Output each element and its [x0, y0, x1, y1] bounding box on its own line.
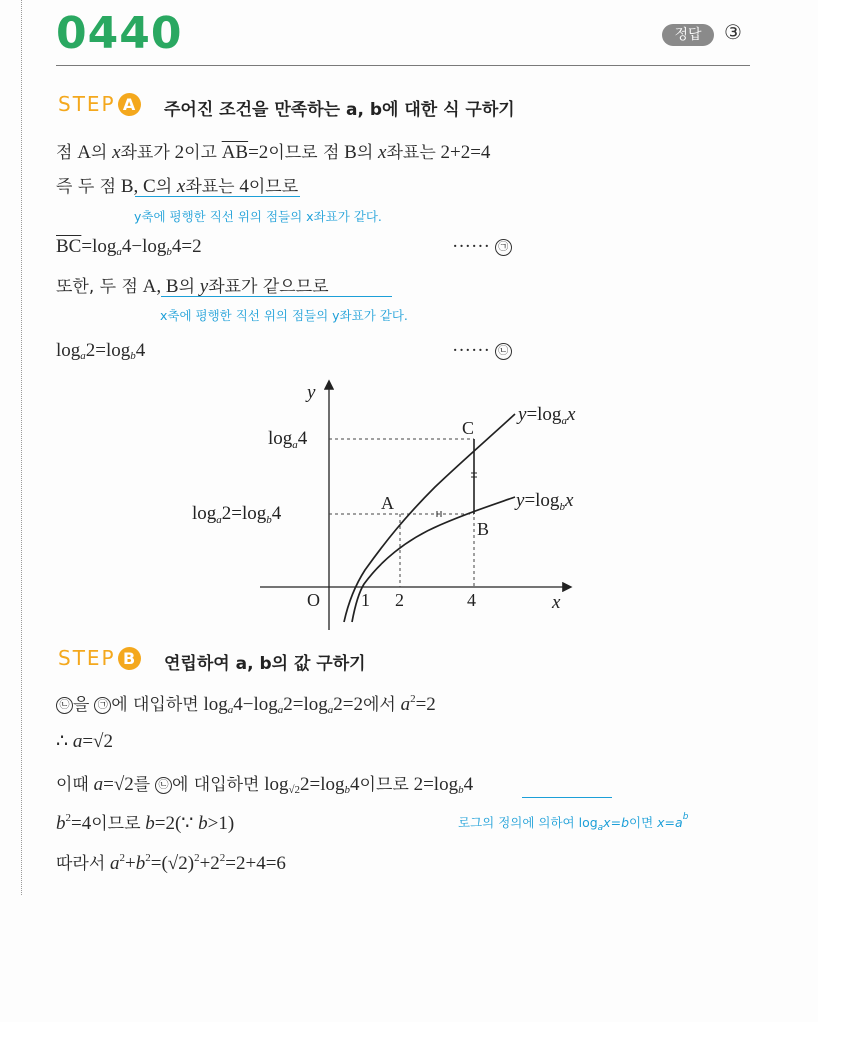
step-b-line-5: 따라서 $a^2+b^2=(√2)^2+2^2=2+4=6$: [56, 852, 286, 874]
note-same-y: x축에 평행한 직선 위의 점들의 y좌표가 같다.: [160, 308, 408, 323]
step-b-line-1: ㉡ 을 ㉠ 에 대입하면 $\log_a4-\log_a2=\log_a2=2$에서 $a^2=2$: [56, 690, 436, 716]
equation-marker-2: ······ ㉡: [452, 340, 512, 362]
point-c: C: [462, 418, 475, 438]
margin-guide: [21, 0, 22, 895]
step-a-title: 주어진 조건을 만족하는 a, b에 대한 식 구하기: [164, 100, 515, 120]
x-axis-label: x: [552, 592, 561, 613]
y-axis-label: y: [307, 382, 316, 403]
curve-log-b: [352, 497, 515, 622]
curve-b-label: $y=\log_bx$: [516, 490, 574, 513]
problem-number: 0440: [56, 8, 183, 59]
x-tick-1: 1: [361, 590, 370, 610]
point-a: A: [381, 493, 394, 513]
curve-a-label: $y=\log_ax$: [518, 404, 576, 427]
step-b-line-3: 이때 a=√2를 ㉡ 에 대입하면 $\log_{√2}2=\log_b4$이므로 $2=\log_b4$: [56, 774, 474, 796]
step-a-badge: A: [118, 93, 141, 116]
log-graph: [180, 372, 640, 634]
header-divider: [56, 65, 750, 66]
step-a-line-4: 또한, 두 점 A, B의 y좌표가 같으므로: [56, 276, 329, 297]
note-log-definition: 로그의 정의에 의하여 $\log_ax=b$이면 $x=a^b$: [458, 812, 689, 833]
step-a-label: STEP A: [58, 92, 141, 116]
x-tick-2: 2: [395, 590, 404, 610]
step-a-line-3: $\overline{BC}=\log_a4-\log_b4=2$: [56, 236, 202, 258]
step-a-line-5: $\log_a2=\log_b4$: [56, 340, 146, 362]
step-a-line-1: 점 A의 x좌표가 2이고 $\overline{AB}=2$이므로 점 B의 x좌표는 2+2=4: [56, 142, 491, 163]
x-tick-4: 4: [467, 590, 476, 610]
step-b-title: 연립하여 a, b의 값 구하기: [164, 654, 366, 674]
answer-value: ③: [724, 20, 742, 44]
label-loga2-eq-logb4: $\log_a2=\log_b4$: [192, 503, 282, 526]
point-b: B: [477, 519, 490, 539]
step-a-line-2: 즉 두 점 B, C의 x좌표는 4이므로: [56, 176, 299, 197]
step-b-line-4: $b^2=4$이므로 b=2(∵ b>1): [56, 812, 235, 834]
step-b-line-2: ∴ a=√2: [56, 731, 113, 752]
step-b-badge: B: [118, 647, 141, 670]
underline-1: [135, 196, 300, 197]
answer-badge: 정답: [662, 24, 714, 46]
origin-label: O: [307, 590, 320, 610]
step-b-label: STEP B: [58, 646, 141, 670]
label-loga4: $\log_a4$: [268, 428, 308, 451]
underline-2: [161, 296, 392, 297]
equation-marker-1: ······ ㉠: [452, 236, 512, 258]
underline-3: [522, 797, 612, 798]
note-same-x: y축에 평행한 직선 위의 점들의 x좌표가 같다.: [134, 209, 382, 224]
